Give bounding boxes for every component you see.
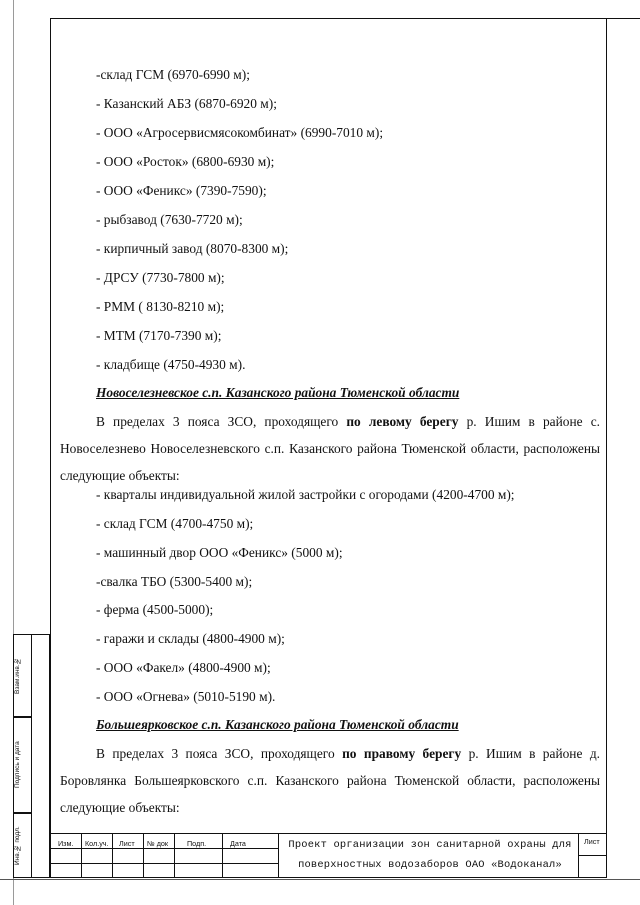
list-item: - ООО «Агросервисмясокомбинат» (6990-7010 м); [96,125,384,140]
list-item: - МТМ (7170-7390 м); [96,328,222,343]
col-header-change: Изм. [58,839,74,848]
section-paragraph [60,740,600,821]
title-block-col-line [143,833,144,878]
list-item: -склад ГСМ (6970-6990 м); [96,67,250,82]
paragraph-emphasis: по правому берегу [342,746,462,761]
title-block-col-line [174,833,175,878]
project-title [282,835,578,875]
side-stamp-frame [31,634,50,878]
title-block-row-line [50,848,278,849]
paragraph-text: р. Ишим в районе д. Боровлянка Большеярковского с.п. Казанского района Тюменской области, расположены следующие объекты: [60,746,600,815]
project-title-line: Проект организации зон санитарной охраны для [288,839,572,851]
bottom-border [0,879,640,880]
col-header-sheet: Лист [119,839,135,848]
list-item: - машинный двор ООО «Феникс» (5000 м); [96,545,343,560]
title-block-row-line [50,863,278,864]
paragraph-emphasis: по левому берегу [346,414,459,429]
list-item: - ООО «Феникс» (7390-7590); [96,183,267,198]
paragraph-text: В пределах 3 пояса ЗСО, проходящего [96,746,343,761]
list-item: - РММ ( 8130-8210 м); [96,299,225,314]
project-title-line: поверхностных водозаборов ОАО «Водоканал» [298,859,562,871]
title-block-top-line [50,833,607,834]
list-item: -свалка ТБО (5300-5400 м); [96,574,253,589]
section-heading: Новоселезневское с.п. Казанского района Тюменской области [96,385,460,400]
list-item: - рыбзавод (7630-7720 м); [96,212,243,227]
col-header-count: Кол.уч. [85,839,109,848]
paragraph-text: р. Ишим в районе с. Новоселезнево Новоселезневского с.п. Казанского района Тюменской области, расположены следующие объекты: [60,414,600,483]
sheet-cell-line [578,855,607,856]
title-block [50,833,607,878]
list-item: - гаражи и склады (4800-4900 м); [96,631,285,646]
list-item: - ДРСУ (7730-7800 м); [96,270,225,285]
list-item: - ООО «Росток» (6800-6930 м); [96,154,275,169]
title-block-col-line [112,833,113,878]
original-inventory-label: Инв.№ подл. [14,826,21,866]
paragraph-text: В пределах 3 пояса ЗСО, проходящего [96,414,347,429]
title-block-col-line [222,833,223,878]
section-paragraph [60,408,600,489]
list-item: - ферма (4500-5000); [96,602,214,617]
list-item: - Казанский АБЗ (6870-6920 м); [96,96,277,111]
list-item: - кирпичный завод (8070-8300 м); [96,241,289,256]
signature-date-label: Подпись и дата [14,741,21,789]
list-item: - ООО «Факел» (4800-4900 м); [96,660,271,675]
list-item: - ООО «Огнева» (5010-5190 м). [96,689,276,704]
title-block-col-line [81,833,82,878]
title-block-col-line [278,833,279,878]
replace-inventory-label: Взам.инв.№ [14,657,21,695]
section-heading: Большеярковское с.п. Казанского района Тюменской области [96,717,459,732]
sheet-label: Лист [584,837,600,846]
top-border [50,18,640,19]
list-item: - кладбище (4750-4930 м). [96,357,246,372]
list-item: - склад ГСМ (4700-4750 м); [96,516,254,531]
col-header-sign: Подп. [187,839,207,848]
list-item: - кварталы индивидуальной жилой застройки с огородами (4200-4700 м); [96,487,515,502]
col-header-date: Дата [230,839,246,848]
col-header-doc: № док [147,839,169,848]
